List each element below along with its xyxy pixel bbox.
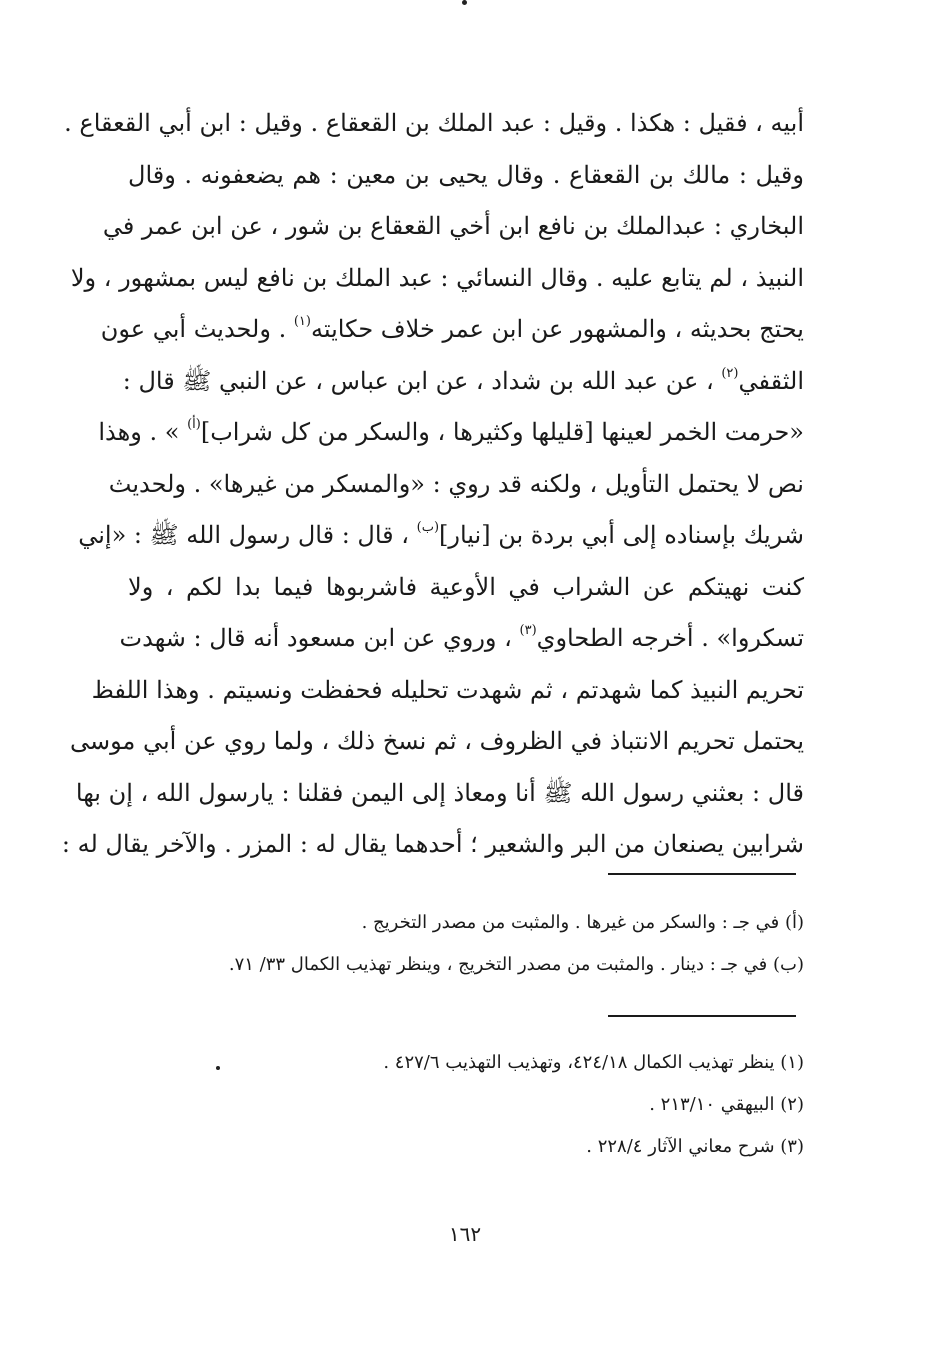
stray-ink-dot [216,1066,220,1070]
footnote-ref-3: (٣) [519,623,537,638]
text-line-2: وقيل : مالك بن القعقاع . وقال يحيى بن معين : هم يضعفونه . وقال [128,160,804,189]
line-5-start: يحتج بحديثه ، والمشهور عن ابن عمر خلاف حكايته [310,315,804,343]
footnote-ref-2: (٢) [721,365,739,381]
text-line-14: قال : بعثني رسول الله ﷺ أنا ومعاذ إلى اليمن فقلنا : يارسول الله ، إن بها [75,778,804,807]
source-notes-divider [608,1015,796,1017]
text-line-9 [78,510,804,562]
line-9-end: ، قال : قال رسول الله ﷺ : «إني [78,521,417,549]
line-7-end: » . وهذا [98,418,188,446]
text-line-15: شرابين يصنعان من البر والشعير ؛ أحدهما يقال له : المزر . والآخر يقال له : [61,830,804,858]
line-11-end: ، وروي عن ابن مسعود أنه قال : شهدت [119,624,520,652]
variant-note-a: (أ) في جـ : والسكر من غيرها . والمثبت من مصدر التخريج . [361,912,804,933]
text-line-5 [100,304,804,356]
source-note-3: (٣) شرح معاني الآثار ٢٢٨/٤ . [586,1136,804,1157]
line-6-end: ، عن عبد الله بن شداد ، عن ابن عباس ، عن النبي ﷺ قال : [122,366,722,395]
text-line-6 [122,356,804,408]
source-notes [200,1042,804,1168]
line-6-start: الثقفي [738,366,804,395]
variant-notes-divider [608,873,796,875]
line-9-start: شريك بإسناده إلى أبي بردة بن [نيار] [439,521,804,549]
source-note-2: (٢) البيهقي ٢١٣/١٠ . [649,1094,804,1115]
source-note-1: (١) ينظر تهذيب الكمال ٤٢٤/١٨، وتهذيب التهذيب ٤٢٧/٦ . [383,1052,804,1073]
line-7-start: «حرمت الخمر لعينها [قليلها وكثيرها ، والسكر من كل شراب] [200,418,804,446]
text-line-7 [98,407,804,459]
variant-ref-a: (أ) [187,417,201,432]
footnote-ref-1: (١) [293,314,311,329]
page-number: ١٦٢ [448,1222,482,1246]
variant-ref-b: (ب) [416,520,440,535]
text-line-1: أبيه ، فقيل : هكذا . وقيل : عبد الملك بن القعقاع . وقيل : ابن أبي القعقاع . [64,109,804,137]
variant-note-b: (ب) في جـ : دينار . والمثبت من مصدر التخريج ، وينظر تهذيب الكمال ٣٣/ ٧١. [228,954,804,975]
line-11-start: تسكروا» . أخرجه الطحاوي [536,624,804,652]
text-line-12: تحريم النبيذ كما شهدتم ، ثم شهدت تحليله فحفظت ونسيتم . وهذا اللفظ [91,675,804,704]
top-ink-mark [462,0,467,5]
line-5-end: . ولحديث أبي عون [100,315,294,343]
text-line-8: نص لا يحتمل التأويل ، ولكنه قد روي : «والمسكر من غيرها» . ولحديث [108,469,804,498]
text-line-11 [119,613,804,665]
text-line-10: كنت نهيتكم عن الشراب في الأوعية فاشربوها فيما بدا لكم ، ولا [128,572,804,601]
text-line-3: البخاري : عبدالملك بن نافع ابن أخي القعقاع بن شور ، عن ابن عمر في [102,212,804,240]
variant-notes [200,902,804,986]
text-line-4: النبيذ ، لم يتابع عليه . وقال النسائي : عبد الملك بن نافع ليس بمشهور ، ولا [70,263,804,292]
text-line-13: يحتمل تحريم الانتباذ في الظروف ، ثم نسخ ذلك ، ولما روي عن أبي موسى [69,727,804,755]
main-text [61,98,804,871]
